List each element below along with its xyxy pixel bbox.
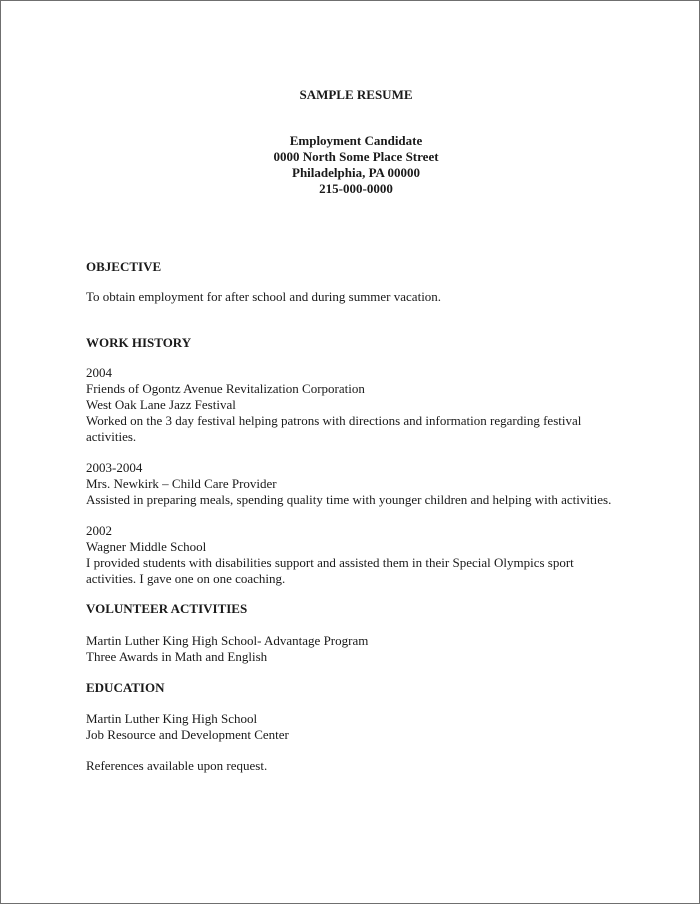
volunteer-item: Martin Luther King High School- Advantage Program <box>86 633 369 648</box>
volunteer-activities-heading: VOLUNTEER ACTIVITIES <box>86 601 248 616</box>
work-entry-description: I provided students with disabilities support and assisted them in their Special Olympics sport activities. I gave one on one coaching. <box>86 555 574 586</box>
candidate-name: Employment Candidate <box>289 133 423 148</box>
work-entry-year: 2002 <box>86 523 112 538</box>
candidate-city: Philadelphia, PA 00000 <box>292 165 420 180</box>
candidate-contact-block <box>86 133 626 197</box>
work-entry-organization: Friends of Ogontz Avenue Revitalization Corporation <box>86 381 365 396</box>
work-entry-employer: Mrs. Newkirk – Child Care Provider <box>86 476 277 491</box>
volunteer-activities-list <box>86 633 626 665</box>
objective-text: To obtain employment for after school and during summer vacation. <box>86 289 442 304</box>
work-entry-event: West Oak Lane Jazz Festival <box>86 397 236 412</box>
work-entry <box>86 365 626 445</box>
work-history-heading: WORK HISTORY <box>86 335 192 350</box>
work-entry-description: Worked on the 3 day festival helping patrons with directions and information regarding festival activities. <box>86 413 582 444</box>
work-entry-description: Assisted in preparing meals, spending quality time with younger children and helping with activities. <box>86 492 612 507</box>
education-item: Job Resource and Development Center <box>86 727 289 742</box>
references-note: References available upon request. <box>86 758 268 773</box>
education-item: Martin Luther King High School <box>86 711 258 726</box>
work-history-list <box>86 365 626 587</box>
work-entry-year: 2004 <box>86 365 112 380</box>
education-list <box>86 711 626 743</box>
objective-heading: OBJECTIVE <box>86 259 162 274</box>
work-entry <box>86 523 626 587</box>
work-entry-employer: Wagner Middle School <box>86 539 207 554</box>
document-title: SAMPLE RESUME <box>299 87 413 102</box>
education-heading: EDUCATION <box>86 680 165 695</box>
resume-content <box>86 87 626 774</box>
work-entry <box>86 460 626 508</box>
candidate-phone: 215-000-0000 <box>319 181 393 196</box>
volunteer-item: Three Awards in Math and English <box>86 649 268 664</box>
work-entry-year: 2003-2004 <box>86 460 143 475</box>
candidate-street: 0000 North Some Place Street <box>273 149 439 164</box>
